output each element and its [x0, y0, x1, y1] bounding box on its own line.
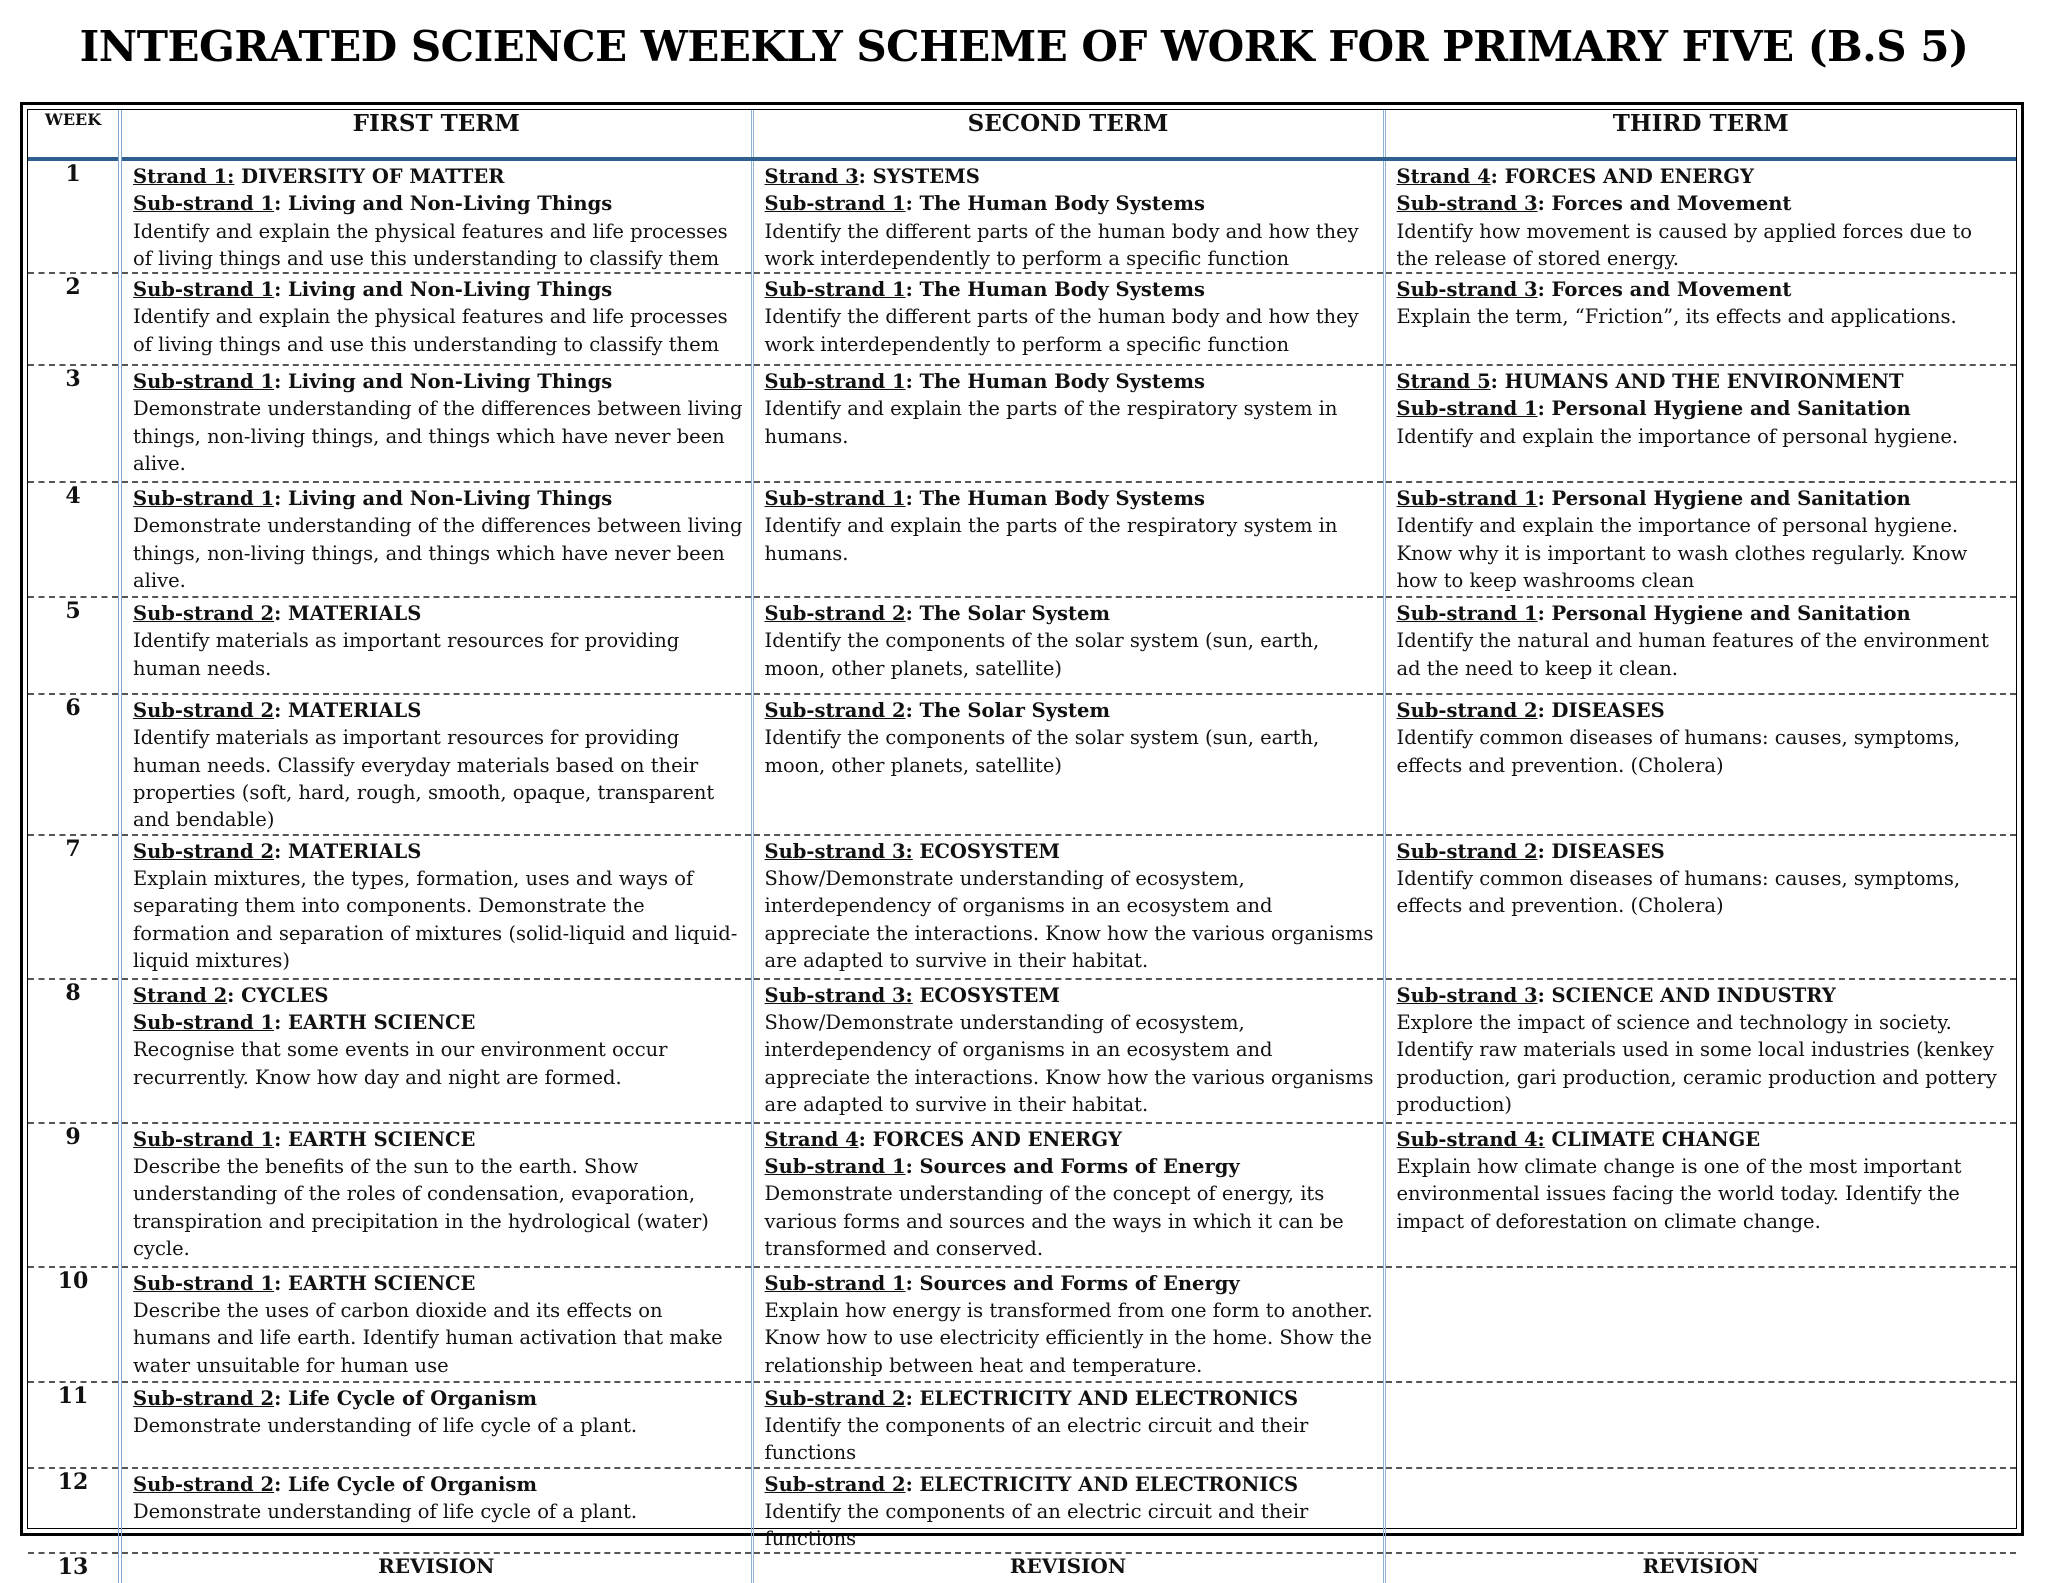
- strand-title: : CYCLES: [227, 983, 329, 1007]
- objective-text: Identify common diseases of humans: causes, symptoms, effects and prevention. (Cholera): [1396, 866, 1961, 918]
- strand-label: [133, 838, 743, 865]
- third-term-cell: [1384, 1468, 2016, 1554]
- strand-key: Sub-strand 1: [1396, 602, 1538, 626]
- strand-key: Sub-strand 2: [764, 1472, 906, 1496]
- objective-text: Explain how climate change is one of the most important environmental issues facing the world today. Identify the impact of deforestation on climate change.: [1396, 1154, 1962, 1233]
- week-number: 7: [28, 835, 120, 979]
- strand-label: [765, 163, 1375, 190]
- objective-text: Identify and explain the parts of the respiratory system in humans.: [764, 514, 1338, 565]
- strand-key: Sub-strand 2: [764, 602, 906, 626]
- week-column-header: WEEK: [28, 110, 120, 159]
- strand-title: : Personal Hygiene and Sanitation: [1537, 602, 1911, 626]
- objective-text: Identify the components of the solar system (sun, earth, moon, other planets, satellite): [764, 726, 1320, 777]
- strand-label: [1397, 600, 2009, 627]
- strand-key: Sub-strand 2: [1396, 839, 1538, 863]
- strand-title: : EARTH SCIENCE: [274, 1271, 476, 1295]
- strand-key: Sub-strand 3:: [764, 839, 913, 863]
- second-term-cell: [752, 1382, 1384, 1468]
- table-row: [28, 365, 2016, 482]
- objective-text: Demonstrate understanding of the differences between living things, non-living things, and things which have never been alive.: [133, 397, 743, 476]
- revision-label: REVISION: [1642, 1554, 1759, 1579]
- strand-label: [765, 276, 1375, 303]
- strand-label: [1397, 163, 2009, 190]
- scheme-table: [28, 110, 2016, 1583]
- strand-key: Sub-strand 1: [764, 1271, 906, 1295]
- strand-label: [1397, 368, 2009, 395]
- strand-key: Sub-strand 1: [764, 278, 906, 302]
- strand-key: Sub-strand 3:: [764, 983, 913, 1007]
- strand-label: [1397, 697, 2009, 724]
- week-number: 12: [28, 1468, 120, 1554]
- strand-label: [765, 838, 1375, 865]
- strand-title: : Forces and Movement: [1537, 192, 1792, 216]
- week-number: 2: [28, 273, 120, 365]
- strand-key: Sub-strand 1: [1396, 487, 1538, 511]
- third-term-cell: [1384, 482, 2016, 597]
- first-term-cell: [120, 597, 752, 694]
- week-number: 11: [28, 1382, 120, 1468]
- strand-label: [133, 1385, 743, 1412]
- week-number: 9: [28, 1123, 120, 1267]
- objective-text: Demonstrate understanding of life cycle of a plant.: [133, 1499, 638, 1523]
- objective-text: Explore the impact of science and technology in society. Identify raw materials used in some local industries (kenkey production, gari production, ceramic production and pottery production): [1396, 1010, 1997, 1116]
- third-term-header: THIRD TERM: [1384, 110, 2016, 159]
- strand-label: [765, 697, 1375, 724]
- strand-label: [1397, 395, 2009, 422]
- strand-title: : EARTH SCIENCE: [274, 1127, 476, 1151]
- table-row: [28, 159, 2016, 273]
- strand-title: : The Human Body Systems: [905, 370, 1205, 394]
- strand-key: Sub-strand 1: [764, 1154, 906, 1178]
- scheme-table-frame: [20, 102, 2024, 1581]
- revision-label: REVISION: [752, 1553, 1384, 1583]
- strand-title: : SYSTEMS: [858, 165, 980, 188]
- strand-key: Sub-strand 2: [133, 839, 275, 863]
- strand-title: : The Human Body Systems: [905, 487, 1205, 511]
- strand-label: [133, 163, 743, 190]
- strand-label: [765, 190, 1375, 217]
- week-number: 3: [28, 365, 120, 482]
- strand-title: : SCIENCE AND INDUSTRY: [1537, 983, 1836, 1007]
- strand-title: ECOSYSTEM: [912, 839, 1060, 863]
- week-number: 13: [28, 1553, 120, 1583]
- strand-key: Sub-strand 4:: [1396, 1127, 1545, 1151]
- strand-title: : ELECTRICITY AND ELECTRONICS: [905, 1472, 1299, 1496]
- objective-text: Explain how energy is transformed from one form to another. Know how to use electricity efficiently in the home. Show the relationship between heat and temperature.: [764, 1298, 1373, 1377]
- strand-label: [765, 368, 1375, 395]
- objective-text: Show/Demonstrate understanding of ecosystem, interdependency of organisms in an ecosystem and appreciate the interactions. Know how the various organisms are adapted to survive in their habitat.: [764, 866, 1374, 972]
- first-term-cell: [120, 694, 752, 834]
- first-term-header: FIRST TERM: [120, 110, 752, 159]
- strand-title: : FORCES AND ENERGY: [1490, 165, 1754, 188]
- strand-key: Sub-strand 2: [133, 602, 275, 626]
- objective-text: Identify the components of an electric circuit and their functions: [764, 1413, 1309, 1465]
- strand-title: : MATERIALS: [274, 839, 422, 863]
- objective-text: Demonstrate understanding of the concept of energy, its various forms and sources and the ways in which it can be transformed and conserved.: [764, 1182, 1344, 1260]
- first-term-cell: [120, 1468, 752, 1554]
- strand-title: : Living and Non-Living Things: [274, 370, 613, 394]
- week-number: 4: [28, 482, 120, 597]
- strand-label: [765, 600, 1375, 627]
- strand-key: Strand 4: [764, 1127, 859, 1151]
- first-term-cell: [120, 979, 752, 1123]
- strand-key: Sub-strand 1: [133, 192, 275, 216]
- objective-text: Identify the different parts of the human body and how they work interdependently to perform a specific function: [764, 305, 1359, 356]
- strand-key: Sub-strand 2: [133, 1472, 275, 1496]
- strand-title: : Forces and Movement: [1537, 278, 1792, 302]
- strand-key: Sub-strand 3: [1396, 278, 1538, 302]
- strand-title: DIVERSITY OF MATTER: [234, 165, 505, 188]
- strand-title: : The Human Body Systems: [905, 192, 1205, 216]
- strand-label: [133, 1471, 743, 1498]
- strand-key: Sub-strand 1: [1396, 397, 1538, 421]
- strand-title: : Living and Non-Living Things: [274, 487, 613, 511]
- objective-text: Demonstrate understanding of the differences between living things, non-living things, and things which have never been alive.: [133, 514, 743, 593]
- strand-title: : Sources and Forms of Energy: [905, 1271, 1240, 1295]
- strand-key: Sub-strand 2: [133, 1386, 275, 1410]
- strand-title: : The Solar System: [905, 699, 1111, 723]
- table-row: [28, 1123, 2016, 1267]
- strand-key: Strand 5: [1396, 370, 1491, 394]
- strand-title: : DISEASES: [1537, 839, 1665, 863]
- table-row: [28, 273, 2016, 365]
- table-row: [28, 835, 2016, 979]
- table-row: [28, 1267, 2016, 1382]
- strand-label: [765, 982, 1375, 1009]
- strand-key: Sub-strand 1: [133, 1271, 275, 1295]
- strand-title: : DISEASES: [1537, 699, 1665, 723]
- strand-label: [133, 190, 743, 217]
- strand-label: [1397, 982, 2009, 1009]
- strand-title: : The Solar System: [905, 602, 1111, 626]
- objective-text: Describe the uses of carbon dioxide and its effects on humans and life earth. Identify human activation that make water unsuitable for human use: [133, 1298, 723, 1377]
- strand-key: Strand 4: [1396, 165, 1491, 188]
- table-row: [28, 694, 2016, 834]
- strand-key: Sub-strand 1: [133, 1127, 275, 1151]
- strand-key: Sub-strand 1: [764, 192, 906, 216]
- week-number: 6: [28, 694, 120, 834]
- strand-title: : FORCES AND ENERGY: [858, 1127, 1122, 1151]
- strand-label: [1397, 276, 2009, 303]
- third-term-cell: [1384, 597, 2016, 694]
- strand-title: : Life Cycle of Organism: [274, 1386, 537, 1410]
- strand-label: [1397, 838, 2009, 865]
- strand-label: [765, 1126, 1375, 1153]
- strand-key: Sub-strand 1: [764, 487, 906, 511]
- strand-label: [133, 368, 743, 395]
- strand-key: Sub-strand 2: [1396, 699, 1538, 723]
- objective-text: Identify common diseases of humans: causes, symptoms, effects and prevention. (Cholera): [1396, 726, 1961, 777]
- objective-text: Identify and explain the physical features and life processes of living things and use this understanding to classify them: [133, 219, 728, 270]
- objective-text: Recognise that some events in our environment occur recurrently. Know how day and night are formed.: [133, 1038, 668, 1089]
- strand-label: [133, 1270, 743, 1297]
- strand-label: [765, 1385, 1375, 1412]
- strand-title: : ELECTRICITY AND ELECTRONICS: [905, 1386, 1299, 1410]
- second-term-cell: [752, 1468, 1384, 1554]
- objective-text: Identify and explain the importance of personal hygiene. Know why it is important to wash clothes regularly. Know how to keep washrooms clean: [1396, 514, 1968, 593]
- first-term-cell: [120, 1382, 752, 1468]
- table-row: [28, 597, 2016, 694]
- strand-label: [133, 1126, 743, 1153]
- objective-text: Identify and explain the physical features and life processes of living things and use this understanding to classify them: [133, 305, 728, 356]
- revision-row: [28, 1553, 2016, 1583]
- strand-title: : Sources and Forms of Energy: [905, 1154, 1240, 1178]
- strand-title: : Personal Hygiene and Sanitation: [1537, 487, 1911, 511]
- strand-key: Sub-strand 3: [1396, 983, 1538, 1007]
- strand-title: CLIMATE CHANGE: [1544, 1127, 1761, 1151]
- table-row: [28, 482, 2016, 597]
- objective-text: Identify the natural and human features of the environment ad the need to keep it clean.: [1396, 629, 1989, 680]
- third-term-cell: [1384, 1382, 2016, 1468]
- strand-label: [133, 1009, 743, 1036]
- objective-text: Explain mixtures, the types, formation, uses and ways of separating them into components. Demonstrate the formation and separation of mixtures (solid-liquid and liquid-liquid mixtures): [133, 866, 738, 972]
- strand-label: [133, 600, 743, 627]
- first-term-cell: [120, 1123, 752, 1267]
- week-number: 1: [28, 159, 120, 273]
- second-term-header: SECOND TERM: [752, 110, 1384, 159]
- strand-key: Strand 2: [133, 983, 228, 1007]
- strand-key: Sub-strand 3: [1396, 192, 1538, 216]
- strand-title: : MATERIALS: [274, 699, 422, 723]
- week-number: 10: [28, 1267, 120, 1382]
- table-row: [28, 1382, 2016, 1468]
- strand-label: [765, 1471, 1375, 1498]
- strand-label: [1397, 190, 2009, 217]
- strand-label: [133, 485, 743, 512]
- third-term-cell: [1384, 1123, 2016, 1267]
- second-term-cell: [752, 365, 1384, 482]
- strand-label: [765, 485, 1375, 512]
- strand-title: : Living and Non-Living Things: [274, 278, 613, 302]
- third-term-cell: [1384, 273, 2016, 365]
- first-term-cell: [120, 159, 752, 273]
- strand-label: [133, 697, 743, 724]
- second-term-cell: [752, 159, 1384, 273]
- strand-key: Sub-strand 1: [133, 1010, 275, 1034]
- strand-key: Strand 1:: [133, 165, 235, 188]
- second-term-cell: [752, 597, 1384, 694]
- objective-text: Identify and explain the importance of personal hygiene.: [1396, 424, 1959, 448]
- first-term-cell: [120, 273, 752, 365]
- strand-label: [765, 1153, 1375, 1180]
- strand-label: [1397, 1126, 2009, 1153]
- strand-title: : Living and Non-Living Things: [274, 192, 613, 216]
- table-row: [28, 979, 2016, 1123]
- third-term-cell: [1384, 979, 2016, 1123]
- strand-title: : The Human Body Systems: [905, 278, 1205, 302]
- page-title: INTEGRATED SCIENCE WEEKLY SCHEME OF WORK FOR PRIMARY FIVE (B.S 5): [79, 22, 1969, 71]
- third-term-cell: [1384, 694, 2016, 834]
- first-term-cell: [120, 482, 752, 597]
- objective-text: Identify the different parts of the human body and how they work interdependently to perform a specific function: [764, 219, 1359, 270]
- second-term-cell: [752, 1123, 1384, 1267]
- second-term-cell: [752, 694, 1384, 834]
- objective-text: Demonstrate understanding of life cycle of a plant.: [133, 1413, 638, 1437]
- strand-label: [765, 1270, 1375, 1297]
- table-header-row: [28, 110, 2016, 159]
- objective-text: Identify materials as important resources for providing human needs. Classify everyday materials based on their properties (soft, hard, rough, smooth, opaque, transparent and bendable): [133, 726, 715, 832]
- third-term-cell: [1384, 159, 2016, 273]
- second-term-cell: [752, 835, 1384, 979]
- strand-key: Sub-strand 1: [133, 370, 275, 394]
- objective-text: Explain the term, “Friction”, its effects and applications.: [1396, 305, 1957, 329]
- objective-text: Identify and explain the parts of the respiratory system in humans.: [764, 397, 1338, 448]
- objective-text: Identify materials as important resources for providing human needs.: [133, 629, 680, 680]
- first-term-cell: [120, 835, 752, 979]
- strand-title: ECOSYSTEM: [912, 983, 1060, 1007]
- strand-key: Sub-strand 2: [133, 699, 275, 723]
- strand-label: [1397, 485, 2009, 512]
- objective-text: Identify the components of an electric circuit and their functions: [764, 1499, 1309, 1551]
- second-term-cell: [752, 482, 1384, 597]
- revision-label: REVISION: [120, 1553, 752, 1583]
- second-term-cell: [752, 273, 1384, 365]
- strand-key: Sub-strand 1: [133, 278, 275, 302]
- strand-label: [133, 982, 743, 1009]
- strand-key: Sub-strand 1: [133, 487, 275, 511]
- objective-text: Identify how movement is caused by applied forces due to the release of stored energy.: [1396, 219, 1972, 270]
- first-term-cell: [120, 365, 752, 482]
- table-row: [28, 1468, 2016, 1554]
- objective-text: Identify the components of the solar system (sun, earth, moon, other planets, satellite): [764, 629, 1320, 680]
- strand-title: : MATERIALS: [274, 602, 422, 626]
- week-number: 5: [28, 597, 120, 694]
- second-term-cell: [752, 979, 1384, 1123]
- objective-text: Describe the benefits of the sun to the earth. Show understanding of the roles of condensation, evaporation, transpiration and precipitation in the hydrological (water) cycle.: [133, 1154, 709, 1260]
- strand-title: : EARTH SCIENCE: [274, 1010, 476, 1034]
- strand-key: Sub-strand 1: [764, 370, 906, 394]
- second-term-cell: [752, 1267, 1384, 1382]
- strand-title: : HUMANS AND THE ENVIRONMENT: [1490, 370, 1904, 394]
- third-term-cell: [1384, 835, 2016, 979]
- strand-key: Sub-strand 2: [764, 699, 906, 723]
- strand-title: : Personal Hygiene and Sanitation: [1537, 397, 1911, 421]
- strand-title: : Life Cycle of Organism: [274, 1472, 537, 1496]
- week-number: 8: [28, 979, 120, 1123]
- strand-key: Strand 3: [764, 165, 859, 188]
- objective-text: Show/Demonstrate understanding of ecosystem, interdependency of organisms in an ecosystem and appreciate the interactions. Know how the various organisms are adapted to survive in their habitat.: [764, 1010, 1374, 1116]
- strand-label: [133, 276, 743, 303]
- strand-key: Sub-strand 2: [764, 1386, 906, 1410]
- first-term-cell: [120, 1267, 752, 1382]
- third-term-cell: [1384, 1267, 2016, 1382]
- third-term-cell: [1384, 365, 2016, 482]
